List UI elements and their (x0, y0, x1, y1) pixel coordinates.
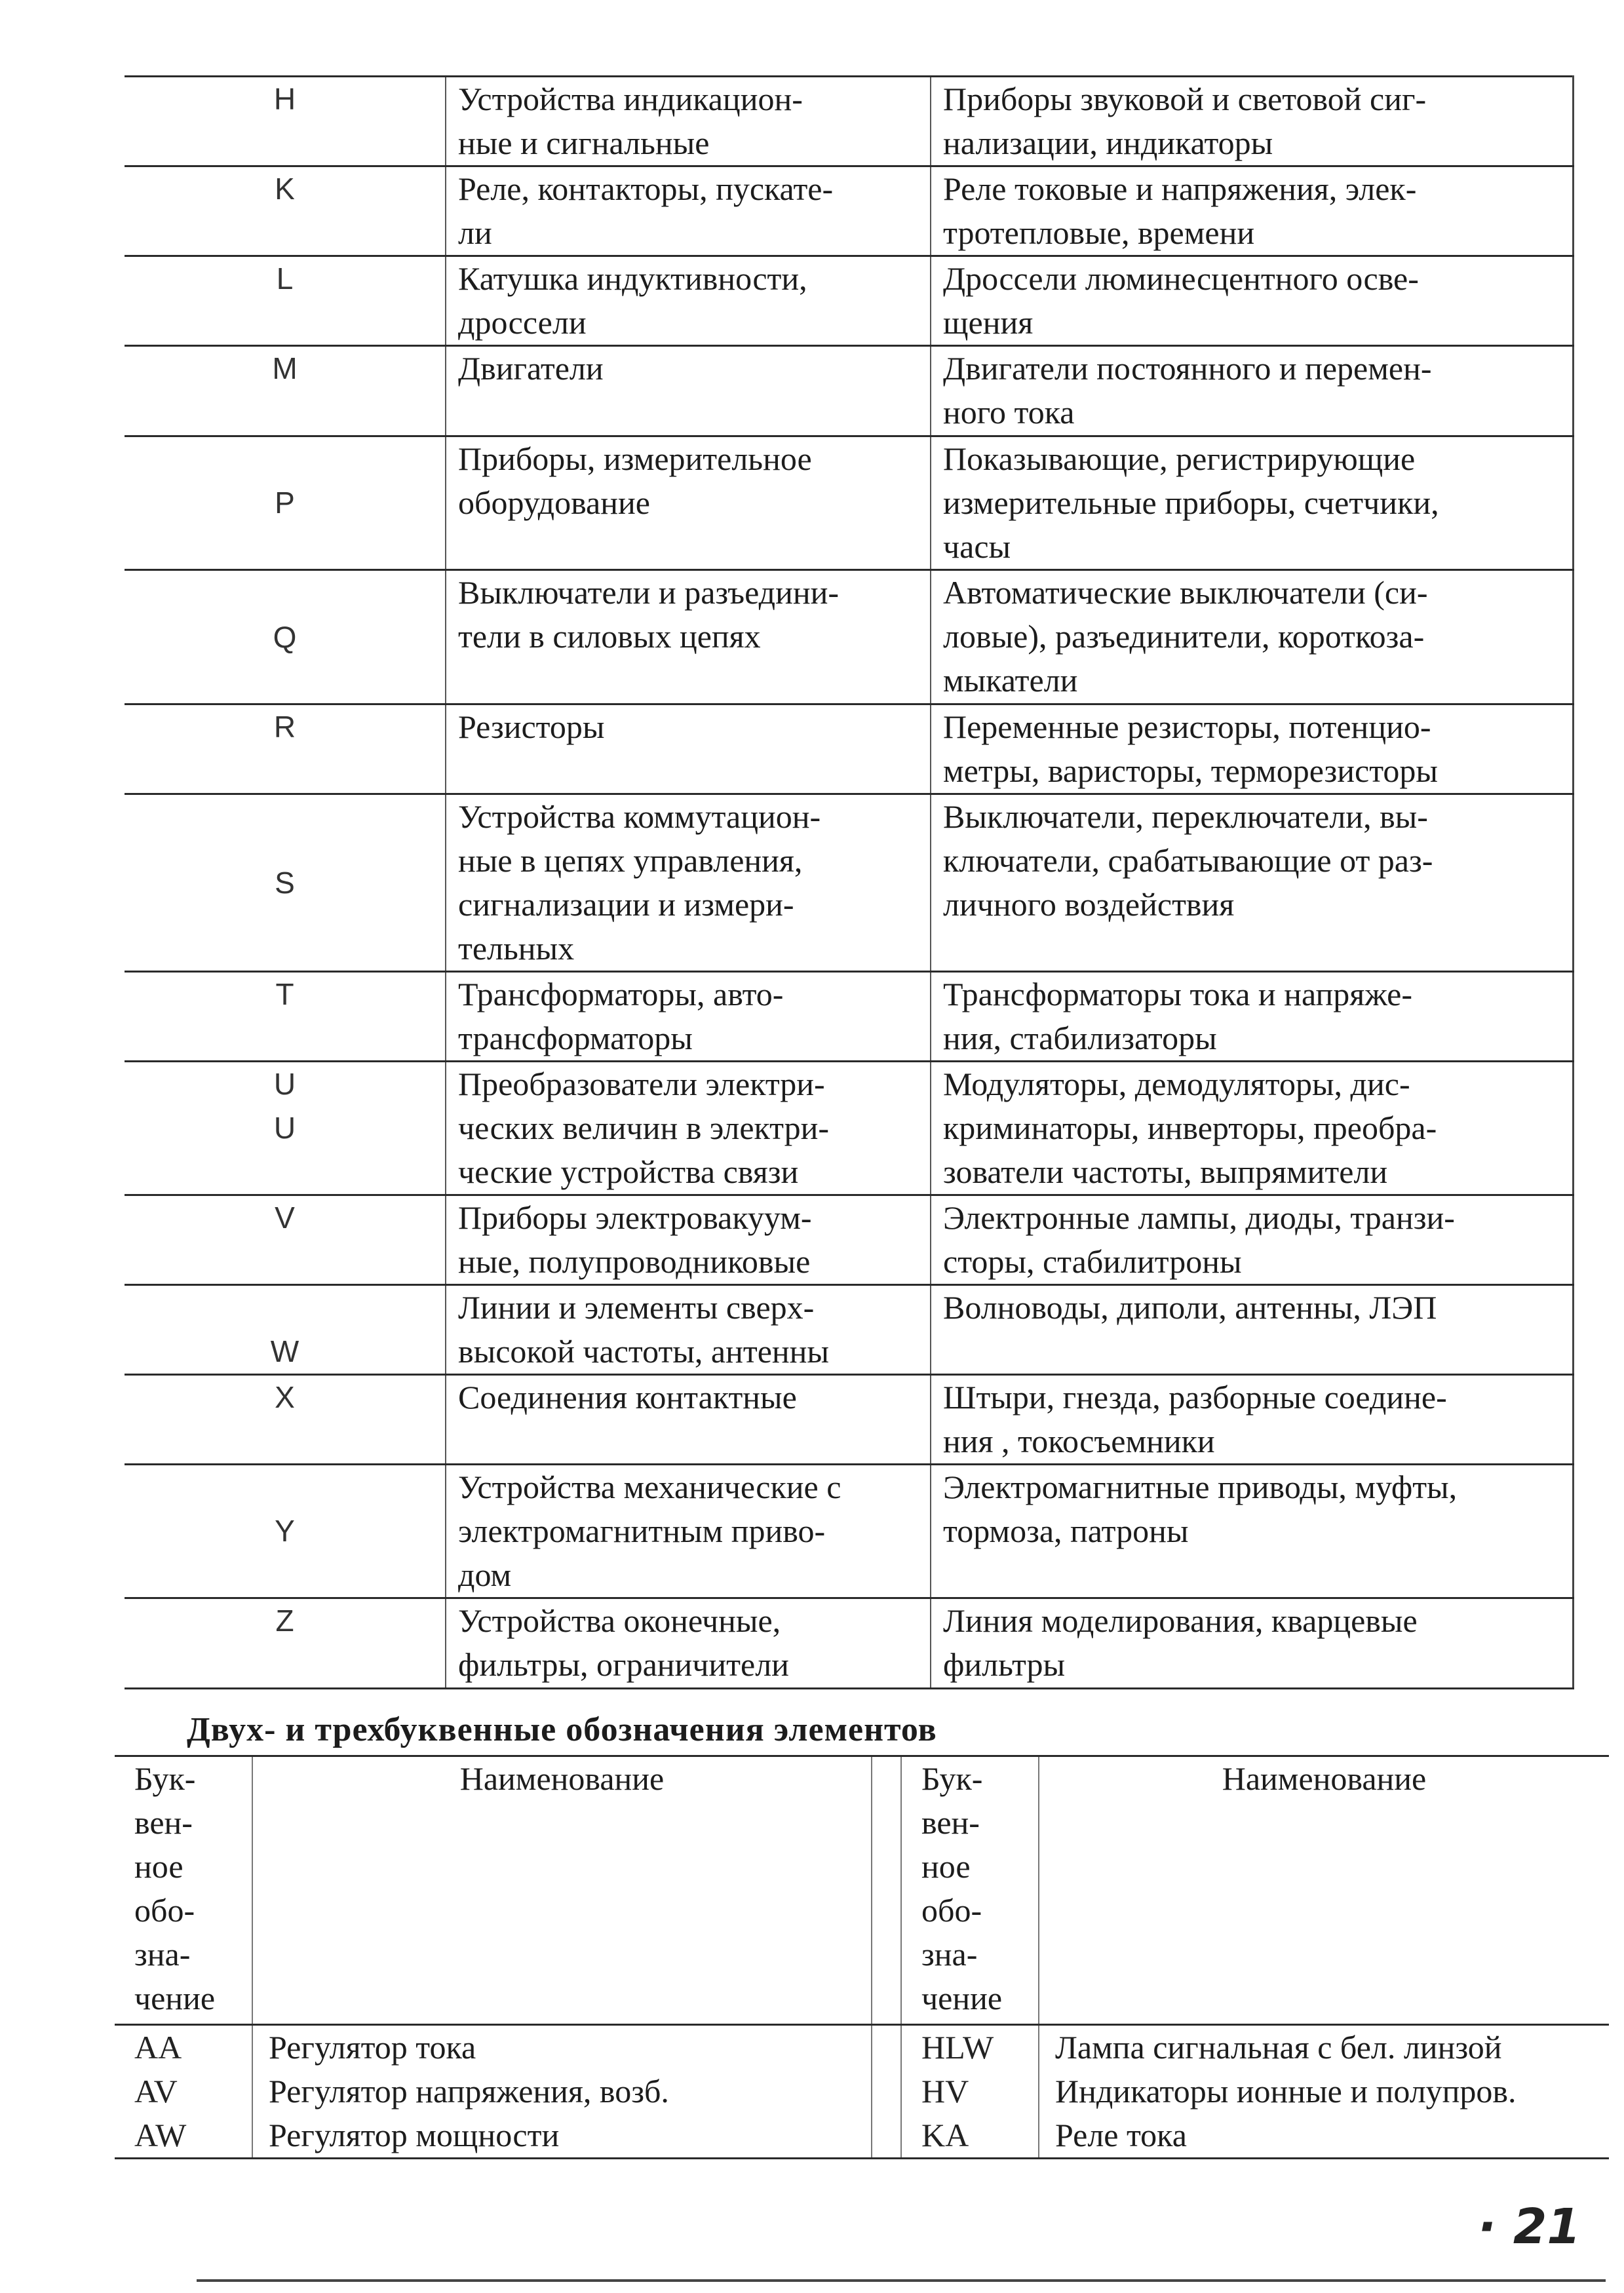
abbr-name: Лампа сигнальная с бел. линзой (1055, 2029, 1502, 2066)
device-group-name: Преобразователи электри- ческих величин в электри- ческие устройства связи (446, 1062, 931, 1195)
header-name: Наименование (1039, 1756, 1609, 2025)
table-row (125, 166, 1573, 256)
table-row (125, 794, 1573, 972)
table-row (125, 77, 1573, 166)
letter-code: P (125, 436, 446, 570)
letter-code: S (125, 794, 446, 972)
section-title: Двух- и трехбуквенные обозначения элементов (187, 1711, 937, 1748)
device-group-name: Трансформаторы, авто- трансформаторы (446, 972, 931, 1062)
device-group-name: Реле, контакторы, пускате- ли (446, 166, 931, 256)
table-row (125, 436, 1573, 570)
table-row (125, 570, 1573, 704)
abbr-code: HV (901, 2070, 1039, 2113)
table-row (125, 256, 1573, 346)
abbr-name: Регулятор напряжения, возб. (252, 2070, 872, 2113)
letter-code: W (125, 1285, 446, 1375)
device-examples: Двигатели постоянного и перемен- ного тока (931, 346, 1573, 436)
abbr-name: Регулятор мощности (252, 2113, 872, 2159)
letter-code: Y (125, 1465, 446, 1598)
device-group-name: Линии и элементы сверх- высокой частоты, антенны (446, 1285, 931, 1375)
device-examples: Электромагнитные приводы, муфты, тормоза, патроны (931, 1465, 1573, 1598)
device-examples: Электронные лампы, диоды, транзи- сторы, стабилитроны (931, 1195, 1573, 1285)
device-group-name: Соединения контактные (446, 1375, 931, 1465)
letter-code: K (125, 166, 446, 256)
table-row (115, 2113, 1609, 2159)
device-examples: Волноводы, диполи, антенны, ЛЭП (931, 1285, 1573, 1375)
device-examples: Автоматические выключатели (си- ловые), разъединители, короткоза- мыкатели (931, 570, 1573, 704)
column-divider (872, 2070, 901, 2113)
header-letter-code: Бук- вен- ное обо- зна- чение (115, 1756, 252, 2025)
table-row (125, 1062, 1573, 1195)
device-examples: Трансформаторы тока и напряже- ния, стабилизаторы (931, 972, 1573, 1062)
letter-code: R (125, 704, 446, 794)
abbr-name: Реле тока (1039, 2113, 1609, 2159)
letter-code: U U (125, 1062, 446, 1195)
header-name: Наименование (252, 1756, 872, 2025)
device-group-name: Двигатели (446, 346, 931, 436)
device-group-name: Устройства оконечные, фильтры, ограничители (446, 1598, 931, 1689)
device-group-name: Устройства коммутацион- ные в цепях управления, сигнализации и измери- тельных (446, 794, 931, 972)
header-row (115, 1756, 1609, 2025)
device-group-name: Устройства индикацион- ные и сигнальные (446, 77, 931, 166)
table-row (115, 2025, 1609, 2070)
device-examples: Выключатели, переключатели, вы- ключатели, срабатывающие от раз- личного воздействия (931, 794, 1573, 972)
device-examples: Показывающие, регистрирующие измерительные приборы, счетчики, часы (931, 436, 1573, 570)
device-examples: Приборы звуковой и световой сиг- нализации, индикаторы (931, 77, 1573, 166)
column-divider (872, 1756, 901, 2025)
abbr-name: Индикаторы ионные и полупров. (1055, 2073, 1517, 2110)
table-row (125, 1195, 1573, 1285)
device-group-name: Выключатели и разъедини- тели в силовых цепях (446, 570, 931, 704)
letter-code: T (125, 972, 446, 1062)
element-codes-table (125, 75, 1574, 1689)
table-row (125, 704, 1573, 794)
device-group-name: Катушка индуктивности, дроссели (446, 256, 931, 346)
device-examples: Дроссели люминесцентного осве- щения (931, 256, 1573, 346)
letter-code: H (125, 77, 446, 166)
device-group-name: Приборы электровакуум- ные, полупроводниковые (446, 1195, 931, 1285)
abbr-code: AW (115, 2113, 252, 2159)
abbr-code: AA (115, 2025, 252, 2070)
table-row (125, 1375, 1573, 1465)
page-number: · 21 (1478, 2199, 1581, 2255)
abbr-code: HLW (901, 2025, 1039, 2070)
table-row (125, 1465, 1573, 1598)
letter-code: Q (125, 570, 446, 704)
letter-code: L (125, 256, 446, 346)
device-group-name: Устройства механические с электромагнитным приво- дом (446, 1465, 931, 1598)
header-letter-code: Бук- вен- ное обо- зна- чение (901, 1756, 1039, 2025)
device-group-name: Резисторы (446, 704, 931, 794)
column-divider (872, 2113, 901, 2159)
abbr-code: KA (901, 2113, 1039, 2159)
letter-code: V (125, 1195, 446, 1285)
device-group-name: Приборы, измерительное оборудование (446, 436, 931, 570)
table-row (125, 1285, 1573, 1375)
column-divider (872, 2025, 901, 2070)
abbr-code: AV (115, 2070, 252, 2113)
abbr-name: Регулятор тока (252, 2025, 872, 2070)
table-row (115, 2070, 1609, 2113)
table-row (125, 1598, 1573, 1689)
letter-code: Z (125, 1598, 446, 1689)
table-row (125, 972, 1573, 1062)
bottom-divider (197, 2279, 1606, 2282)
letter-code: M (125, 346, 446, 436)
device-examples: Переменные резисторы, потенцио- метры, варисторы, терморезисторы (931, 704, 1573, 794)
abbreviations-table (115, 1755, 1609, 2159)
letter-code: X (125, 1375, 446, 1465)
device-examples: Реле токовые и напряжения, элек- тротепловые, времени (931, 166, 1573, 256)
device-examples: Штыри, гнезда, разборные соедине- ния , токосъемники (931, 1375, 1573, 1465)
device-examples: Модуляторы, демодуляторы, дис- криминаторы, инверторы, преобра- зователи частоты, выпрямители (931, 1062, 1573, 1195)
table-row (125, 346, 1573, 436)
device-examples: Линия моделирования, кварцевые фильтры (931, 1598, 1573, 1689)
